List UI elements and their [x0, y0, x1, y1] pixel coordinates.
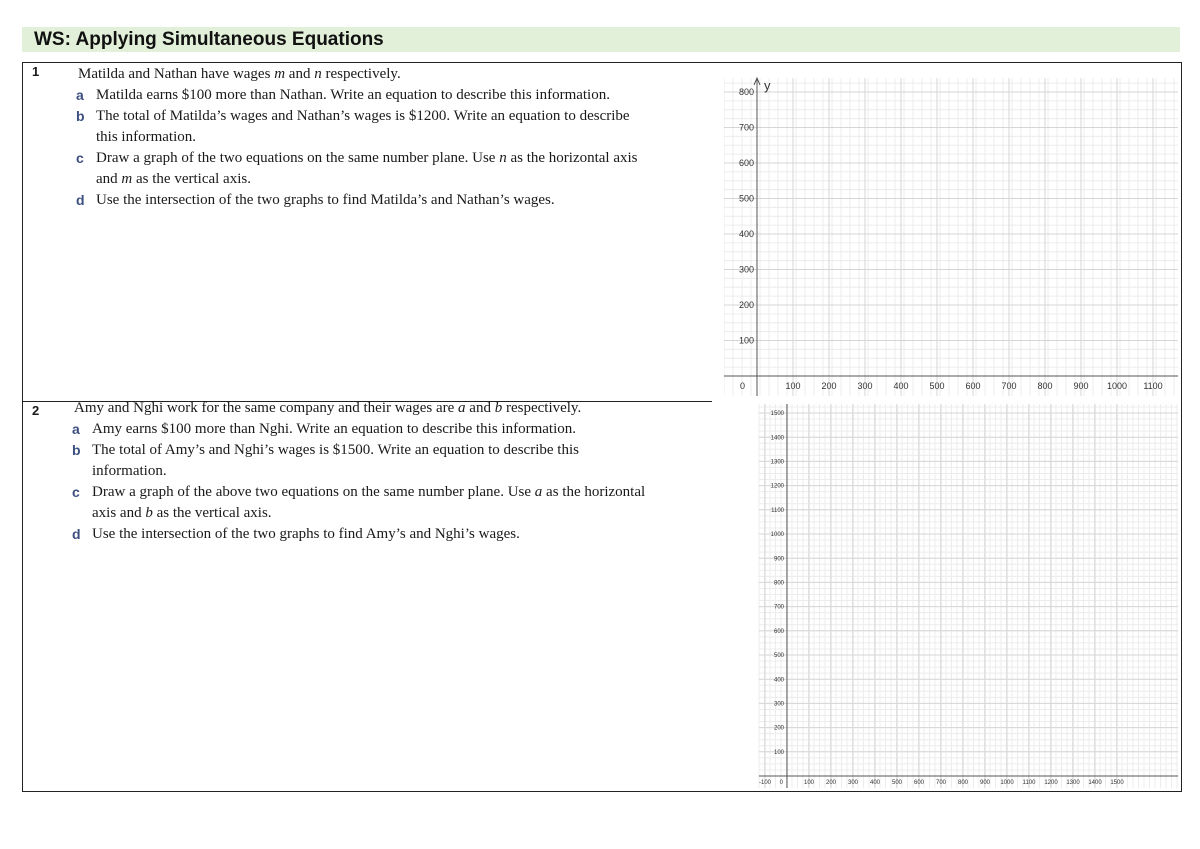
- y-tick-label: 300: [738, 264, 754, 275]
- part-letter: b: [76, 108, 85, 124]
- x-tick-label: 700: [935, 780, 947, 786]
- y-tick-label: 600: [738, 158, 754, 169]
- x-tick-label: 600: [965, 381, 981, 391]
- x-tick-label: 1100: [1143, 381, 1163, 391]
- x-tick-label: 1400: [1088, 780, 1102, 786]
- question-1-stem: Matilda and Nathan have wages m and n respectively.: [78, 66, 401, 82]
- y-tick-label: 700: [773, 604, 784, 611]
- y-tick-label: 1400: [770, 435, 784, 442]
- part-letter: a: [72, 421, 80, 437]
- question-1-grid: [724, 70, 1180, 402]
- x-tick-label: 100: [803, 780, 815, 786]
- x-tick-label: 500: [891, 780, 903, 786]
- worksheet-title: WS: Applying Simultaneous Equations: [34, 29, 384, 50]
- x-tick-label: 400: [869, 780, 881, 786]
- y-tick-label: 400: [738, 229, 754, 240]
- part-letter: c: [76, 150, 84, 166]
- y-tick-label: 400: [773, 677, 784, 684]
- y-tick-label: 900: [773, 556, 784, 563]
- x-tick-label: 0: [739, 381, 745, 391]
- x-tick-label: 600: [913, 780, 925, 786]
- x-tick-label: 700: [1001, 381, 1017, 391]
- question-2-grid: [757, 402, 1180, 790]
- x-tick-label: -100: [758, 780, 772, 786]
- x-tick-label: 500: [929, 381, 945, 391]
- x-tick-label: 200: [825, 780, 837, 786]
- x-tick-label: 900: [1073, 381, 1089, 391]
- question-1-number: 1: [32, 64, 40, 79]
- part-letter: d: [72, 526, 81, 542]
- part-letter: b: [72, 442, 81, 458]
- part-text: Draw a graph of the above two equations on the same number plane. Use a as the horizontal axis and b as the vertical axis.: [92, 484, 646, 521]
- part-text: Matilda earns $100 more than Nathan. Write an equation to describe this information.: [96, 87, 610, 103]
- x-tick-label: 1200: [1044, 780, 1058, 786]
- y-tick-label: 800: [773, 580, 784, 587]
- x-tick-label: 1000: [1000, 780, 1014, 786]
- y-tick-label: 500: [738, 193, 754, 204]
- y-tick-label: 1100: [771, 507, 784, 514]
- y-tick-label: 200: [773, 725, 784, 732]
- y-tick-label: 600: [773, 628, 784, 635]
- x-tick-label: 800: [957, 780, 969, 786]
- part-letter: a: [76, 87, 84, 103]
- question-2-stem: Amy and Nghi work for the same company and their wages are a and b respectively.: [74, 400, 582, 416]
- part-text: Amy earns $100 more than Nghi. Write an equation to describe this information.: [92, 421, 577, 437]
- question-2-number: 2: [32, 403, 40, 418]
- x-tick-label: 1500: [1110, 780, 1124, 786]
- y-tick-label: 100: [738, 335, 754, 346]
- part-letter: d: [76, 192, 85, 208]
- y-tick-label: 300: [773, 701, 784, 708]
- part-text: Use the intersection of the two graphs to find Amy’s and Nghi’s wages.: [92, 526, 520, 542]
- y-tick-label: 1300: [770, 459, 784, 466]
- x-tick-label: 900: [979, 780, 991, 786]
- y-tick-label: 200: [738, 300, 754, 311]
- x-tick-label: 800: [1037, 381, 1053, 391]
- x-tick-label: 1300: [1066, 780, 1080, 786]
- title-bar: [22, 27, 1180, 52]
- part-text: Draw a graph of the two equations on the same number plane. Use n as the horizontal axis and m as the vertical axis.: [96, 150, 638, 187]
- y-tick-label: 800: [738, 87, 754, 98]
- y-tick-label: 1200: [770, 483, 784, 490]
- x-tick-label: 1100: [1022, 780, 1036, 786]
- x-tick-label: 200: [821, 381, 837, 391]
- x-tick-label: 400: [893, 381, 909, 391]
- y-tick-label: 500: [773, 653, 784, 660]
- y-axis-label: y: [764, 78, 771, 93]
- part-text: The total of Amy’s and Nghi’s wages is $1500. Write an equation to describe this information.: [92, 442, 579, 479]
- y-tick-label: 100: [773, 749, 784, 756]
- x-tick-label: 300: [847, 780, 859, 786]
- part-text: The total of Matilda’s wages and Nathan’s wages is $1200. Write an equation to describe this information.: [96, 108, 630, 145]
- y-tick-label: 1500: [770, 411, 784, 418]
- x-tick-label: 100: [785, 381, 801, 391]
- x-tick-label: 300: [857, 381, 873, 391]
- x-tick-label: 0: [779, 780, 783, 786]
- y-tick-label: 1000: [770, 532, 784, 539]
- y-tick-label: 700: [738, 122, 754, 133]
- part-text: Use the intersection of the two graphs to find Matilda’s and Nathan’s wages.: [96, 192, 555, 208]
- part-letter: c: [72, 484, 80, 500]
- x-tick-label: 1000: [1106, 381, 1128, 391]
